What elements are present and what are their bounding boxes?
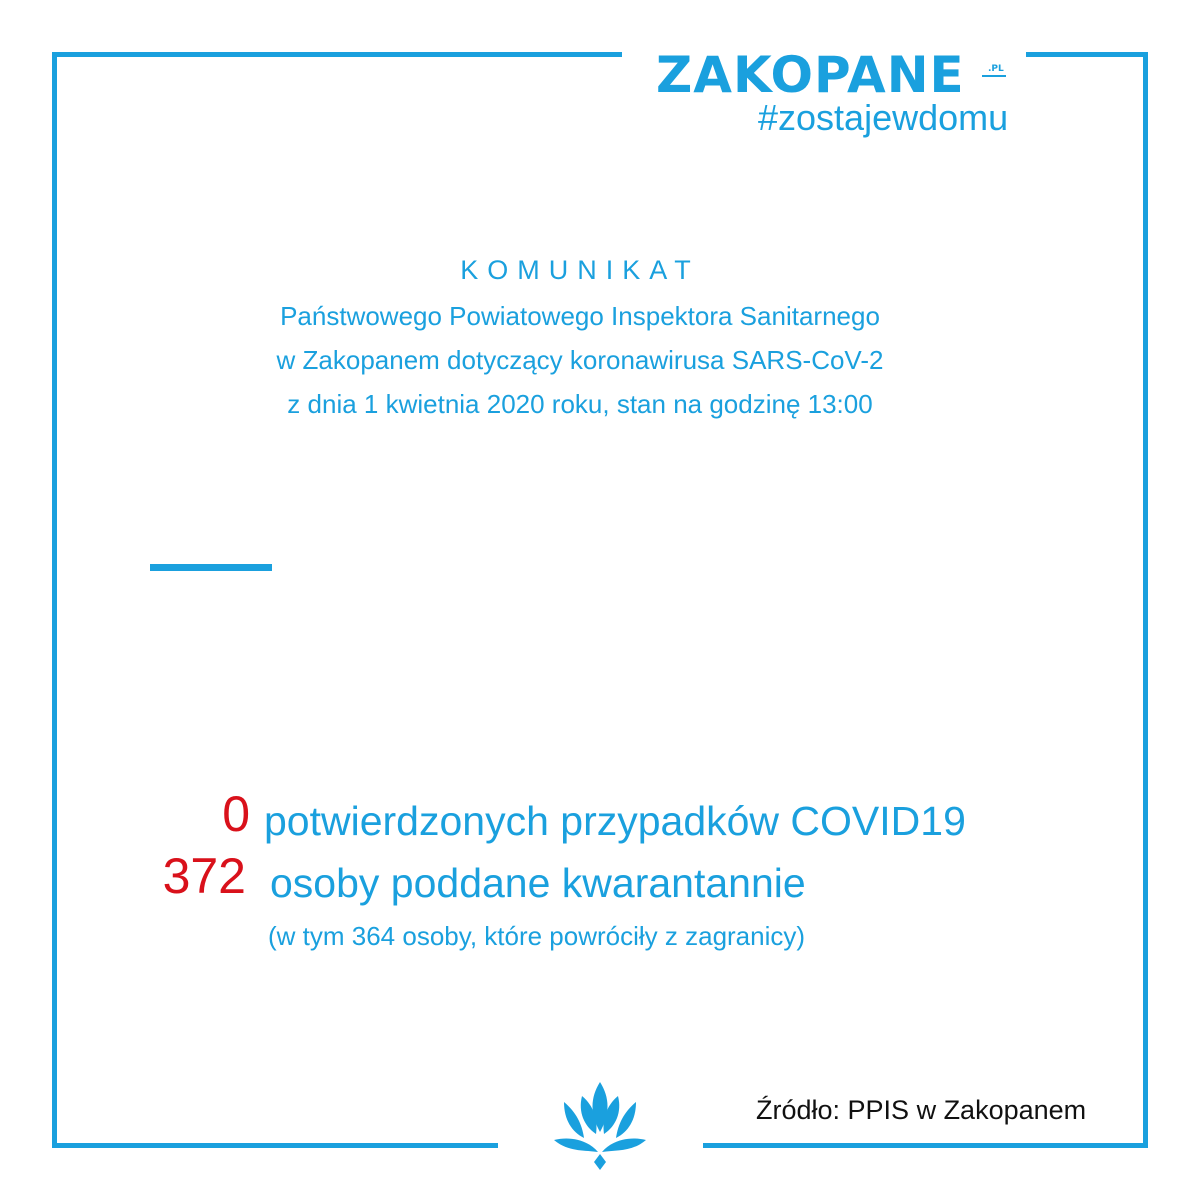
frame-bottom-right-line xyxy=(703,1143,1148,1148)
frame-right-line xyxy=(1143,52,1148,1148)
quarantine-count-label: osoby poddane kwarantannie xyxy=(270,860,806,906)
frame-top-left-line xyxy=(52,52,622,57)
logo-tld: .PL xyxy=(988,64,1004,74)
highlander-flower-emblem-icon xyxy=(552,1080,648,1172)
accent-divider xyxy=(150,564,272,571)
frame-bottom-left-line xyxy=(52,1143,498,1148)
source-credit: Źródło: PPIS w Zakopanem xyxy=(756,1095,1087,1125)
logo-tld-rule xyxy=(982,75,1006,77)
announcement-heading xyxy=(150,250,1010,426)
heading-title: KOMUNIKAT xyxy=(460,255,700,285)
quarantine-count-value: 372 xyxy=(162,848,246,904)
frame-left-line xyxy=(52,52,57,1148)
confirmed-cases-value: 0 xyxy=(222,786,250,842)
hashtag: #zostajewdomu xyxy=(758,97,1009,138)
logo-wordmark: ZAKOPANE xyxy=(656,46,965,104)
heading-line-2: w Zakopanem dotyczący koronawirusa SARS-CoV-2 xyxy=(276,345,884,375)
quarantine-note: (w tym 364 osoby, które powróciły z zagranicy) xyxy=(268,921,806,951)
heading-line-1: Państwowego Powiatowego Inspektora Sanitarnego xyxy=(280,301,880,331)
confirmed-cases-label: potwierdzonych przypadków COVID19 xyxy=(264,798,966,844)
frame-top-right-line xyxy=(1026,52,1148,57)
heading-line-3: z dnia 1 kwietnia 2020 roku, stan na godzinę 13:00 xyxy=(287,389,873,419)
